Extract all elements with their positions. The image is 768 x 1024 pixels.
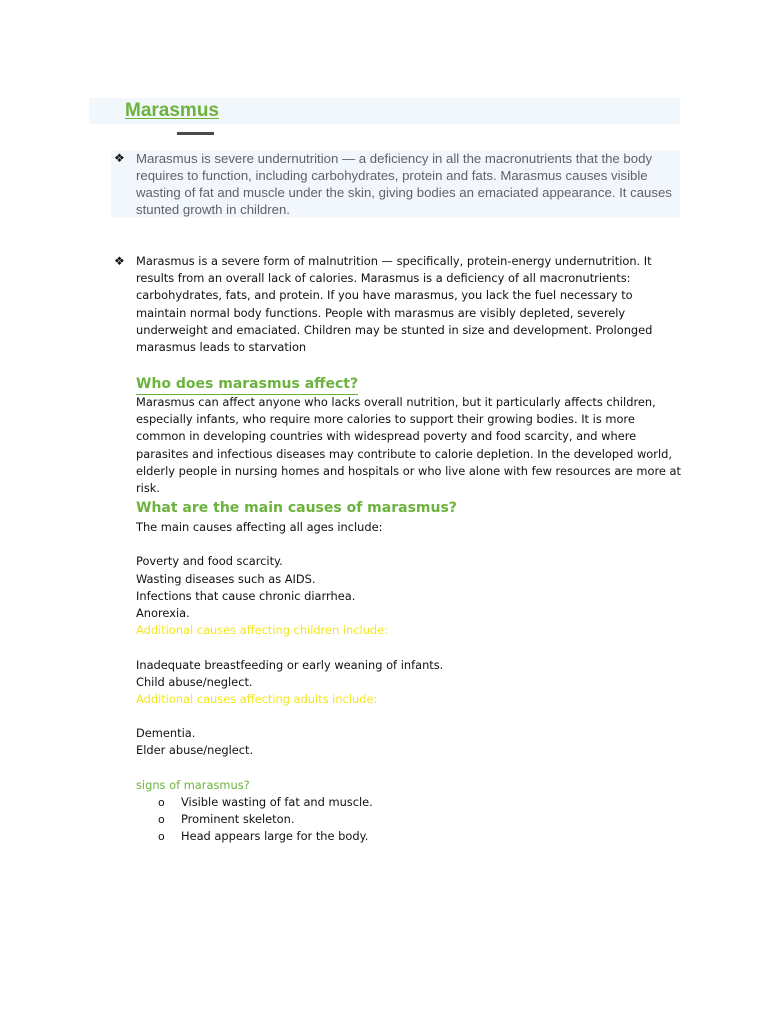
who-affected-heading: Who does marasmus affect? bbox=[136, 375, 358, 395]
children-cause-item: Inadequate breastfeeding or early weaning of infants. bbox=[136, 657, 444, 672]
sign-text: Head appears large for the body. bbox=[181, 829, 369, 844]
summary-paragraph: Marasmus is severe undernutrition — a deficiency in all the macronutrients that the body requires to function, including carbohydrates, protein and fats. Marasmus causes visible wasting of fat and muscle under the skin, giving bodies an emaciated appearance. It causes stunted growth in children. bbox=[136, 151, 672, 217]
causes-heading: What are the main causes of marasmus? bbox=[136, 500, 457, 516]
cause-item: Anorexia. bbox=[136, 605, 190, 620]
cause-item: Poverty and food scarcity. bbox=[136, 554, 283, 569]
sign-text: Visible wasting of fat and muscle. bbox=[181, 795, 373, 809]
adults-cause-item: Dementia. bbox=[136, 726, 196, 741]
circle-bullet-icon: o bbox=[158, 813, 165, 827]
list-item bbox=[136, 811, 373, 828]
cause-item: Infections that cause chronic diarrhea. bbox=[136, 588, 356, 603]
causes-intro: The main causes affecting all ages include: bbox=[136, 520, 383, 534]
sign-text: Prominent skeleton. bbox=[181, 812, 295, 827]
spacer bbox=[136, 760, 676, 777]
spacer bbox=[136, 639, 676, 656]
cause-item: Wasting diseases such as AIDS. bbox=[136, 571, 316, 586]
adults-causes-heading: Additional causes affecting adults include: bbox=[136, 691, 378, 706]
children-cause-item: Child abuse/neglect. bbox=[136, 674, 253, 689]
causes-section bbox=[136, 519, 676, 794]
circle-bullet-icon: o bbox=[158, 796, 165, 809]
diamond-bullet-icon: ❖ bbox=[114, 151, 125, 165]
intro-paragraph: Marasmus is a severe form of malnutrition — specifically, protein-energy undernutrition. It results from an overall lack of calories. Marasmus is a deficiency of all macronutrients: carbohydrates, fats, and protein. If you have marasmus, you lack the fuel necessary to maintain normal body functions. People with marasmus are visibly depleted, severely underweight and emaciated. Children may be stunted in size and development. Prolonged marasmus leads to starvation bbox=[136, 254, 653, 355]
signs-heading: signs of marasmus? bbox=[136, 777, 250, 792]
list-item bbox=[136, 828, 373, 845]
document-title: Marasmus bbox=[125, 100, 219, 121]
spacer bbox=[136, 708, 676, 725]
adults-cause-item: Elder abuse/neglect. bbox=[136, 743, 254, 758]
title-underline-rule bbox=[177, 132, 214, 135]
signs-list bbox=[136, 794, 373, 846]
who-affected-paragraph: Marasmus can affect anyone who lacks overall nutrition, but it particularly affects children, especially infants, who require more calories to support their growing bodies. It is more common in developing countries with widespread poverty and food scarcity, and where parasites and infectious diseases may contribute to calorie depletion. In the developed world, elderly people in nursing homes and hospitals or who live alone with few resources are more at risk. bbox=[136, 395, 681, 496]
circle-bullet-icon: o bbox=[158, 830, 165, 844]
list-item bbox=[136, 794, 373, 811]
diamond-bullet-icon: ❖ bbox=[114, 254, 125, 268]
spacer bbox=[136, 536, 676, 553]
children-causes-heading: Additional causes affecting children include: bbox=[136, 623, 388, 638]
